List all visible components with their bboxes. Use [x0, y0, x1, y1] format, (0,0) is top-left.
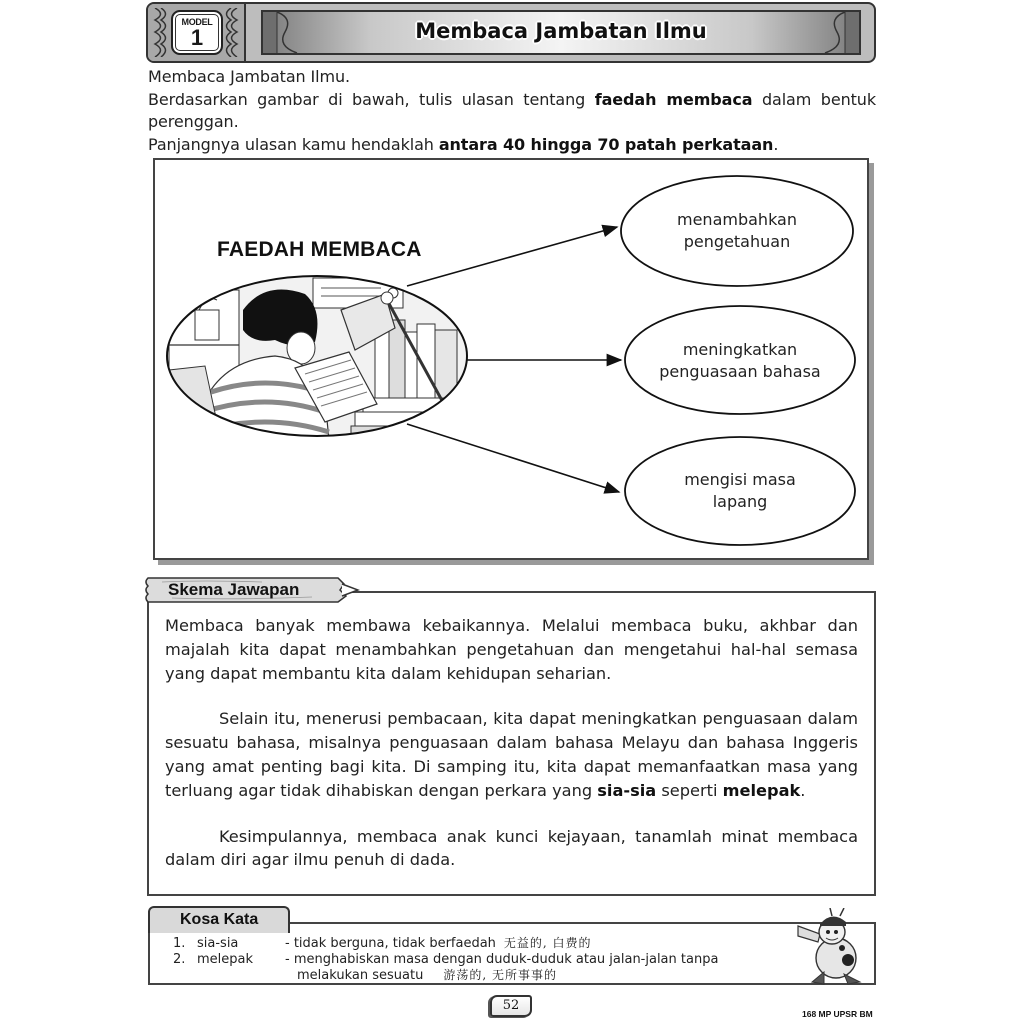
vocabulary-label: Kosa Kata	[180, 911, 259, 928]
wave-ornament-icon	[152, 8, 170, 57]
page-number: 52	[490, 995, 532, 1017]
diagram-box	[153, 158, 869, 560]
vocabulary-meaning: - tidak berguna, tidak berfaedah	[285, 936, 496, 951]
model-badge-frame	[148, 4, 246, 61]
diagram-title: FAEDAH MEMBACA	[217, 238, 422, 261]
footer-code: 168 MP UPSR BM	[802, 1009, 873, 1019]
benefit-label: mengisi masa lapang	[684, 470, 796, 511]
vocabulary-tab	[148, 906, 290, 933]
model-badge	[171, 10, 223, 55]
benefit-label: meningkatkan penguasaan bahasa	[659, 340, 821, 381]
vocabulary-word: sia-sia	[197, 936, 239, 951]
vocabulary-chinese: 无益的, 白费的	[503, 936, 592, 950]
title-strip	[261, 10, 861, 55]
instructions	[148, 66, 876, 156]
benefit-label: menambahkan pengetahuan	[677, 210, 797, 251]
vocabulary-item: 1. sia-sia - tidak berguna, tidak berfaedah 无益的, 白费的	[173, 936, 592, 951]
model-label: MODEL	[181, 17, 213, 27]
instruction-line-3: Panjangnya ulasan kamu hendaklah antara 40 hingga 70 patah perkataan.	[148, 134, 779, 154]
scroll-curl-icon	[821, 12, 859, 53]
model-number: 1	[190, 25, 204, 50]
page-title: Membaca Jambatan Ilmu	[415, 19, 707, 43]
emphasis-faedah-membaca: faedah membaca	[594, 89, 753, 109]
answer-paragraph-1: Membaca banyak membawa kebaikannya. Melalui membaca buku, akhbar dan majalah kita dapat menambahkan pengetahuan dan mengetahui hal-hal semasa yang dapat membantu kita dalam kehidupan seharian.	[165, 616, 858, 683]
answer-scheme-tag	[142, 576, 360, 604]
emphasis-melepak: melepak	[722, 780, 801, 800]
vocabulary-item-continued	[297, 968, 557, 983]
vocabulary-chinese: 游荡的, 无所事事的	[443, 968, 557, 982]
header-banner	[146, 2, 876, 63]
emphasis-word-count: antara 40 hingga 70 patah perkataan	[438, 134, 774, 154]
wave-ornament-icon	[222, 8, 240, 57]
vocabulary-word: melepak	[197, 952, 254, 967]
vocabulary-item: 2. melepak - menghabiskan masa dengan duduk-duduk atau jalan-jalan tanpa	[173, 952, 719, 967]
instruction-line-2: Berdasarkan gambar di bawah, tulis ulasan tentang faedah membaca dalam bentuk perenggan.	[148, 89, 876, 131]
answer-scheme-label: Skema Jawapan	[168, 580, 300, 599]
emphasis-sia-sia: sia-sia	[597, 780, 657, 800]
ladybug-mascot-icon	[796, 908, 866, 986]
instruction-line-1: Membaca Jambatan Ilmu.	[148, 67, 351, 86]
boy-reading-illustration	[155, 260, 485, 460]
vocabulary-meaning: - menghabiskan masa dengan duduk-duduk atau jalan-jalan tanpa	[285, 952, 719, 967]
answer-paragraph-3: Kesimpulannya, membaca anak kunci kejayaan, tanamlah minat membaca dalam diri agar ilmu penuh di dada.	[165, 826, 858, 870]
answer-text	[165, 614, 858, 894]
vocabulary-divider	[290, 922, 876, 924]
vocabulary-meaning: melakukan sesuatu	[297, 968, 424, 983]
answer-paragraph-2: Selain itu, menerusi pembacaan, kita dapat meningkatkan penguasaan dalam sesuatu bahasa, misalnya penguasaan dalam bahasa Melayu dan bahasa Inggeris yang amat penting bagi kita. Di samping itu, kita dapat memanfaatkan masa yang terluang agar tidak dihabiskan dengan perkara yang sia-sia seperti melepak.	[165, 709, 858, 800]
